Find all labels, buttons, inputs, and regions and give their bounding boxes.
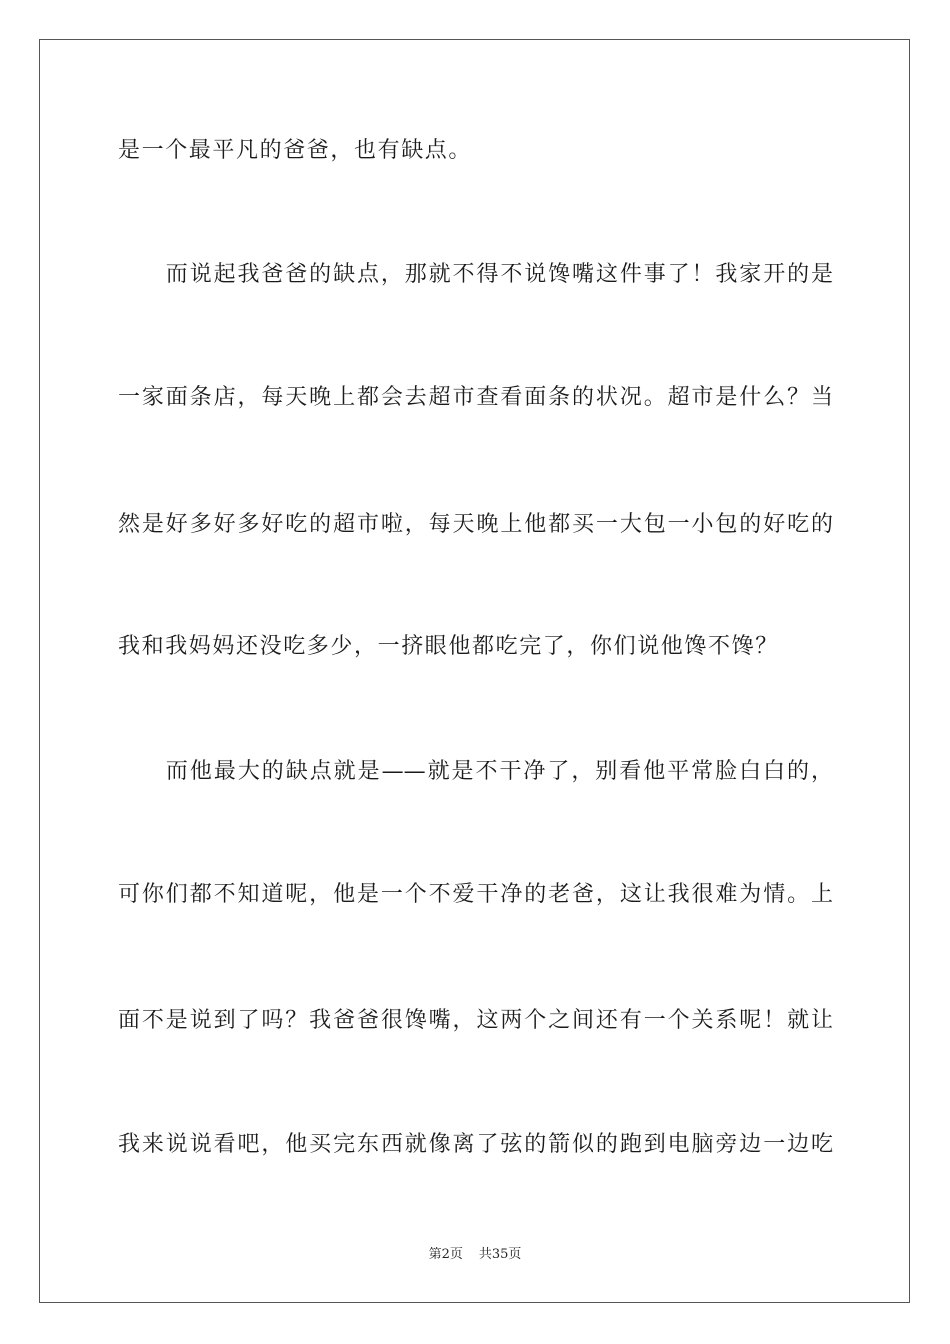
page-border	[39, 39, 910, 1303]
total-pages: 共35页	[478, 1247, 522, 1262]
text-line-7: 可你们都不知道呢，他是一个不爱干净的老爸，这让我很难为情。上	[118, 882, 833, 907]
text-line-4: 然是好多好多好吃的超市啦，每天晚上他都买一大包一小包的好吃的	[118, 512, 833, 537]
text-line-6: 而他最大的缺点就是——就是不干净了，别看他平常脸白白的，	[118, 759, 833, 784]
text-line-8: 面不是说到了吗？我爸爸很馋嘴，这两个之间还有一个关系呢！就让	[118, 1008, 833, 1033]
text-line-2: 而说起我爸爸的缺点，那就不得不说馋嘴这件事了！我家开的是	[118, 262, 833, 287]
text-line-3: 一家面条店，每天晚上都会去超市查看面条的状况。超市是什么？当	[118, 385, 833, 410]
text-line-9: 我来说说看吧，他买完东西就像离了弦的箭似的跑到电脑旁边一边吃	[118, 1132, 833, 1157]
text-line-1: 是一个最平凡的爸爸，也有缺点。	[118, 138, 473, 163]
page-footer	[0, 1246, 950, 1264]
page-number: 第2页	[428, 1247, 463, 1262]
text-line-5: 我和我妈妈还没吃多少，一挤眼他都吃完了，你们说他馋不馋？	[118, 634, 779, 659]
